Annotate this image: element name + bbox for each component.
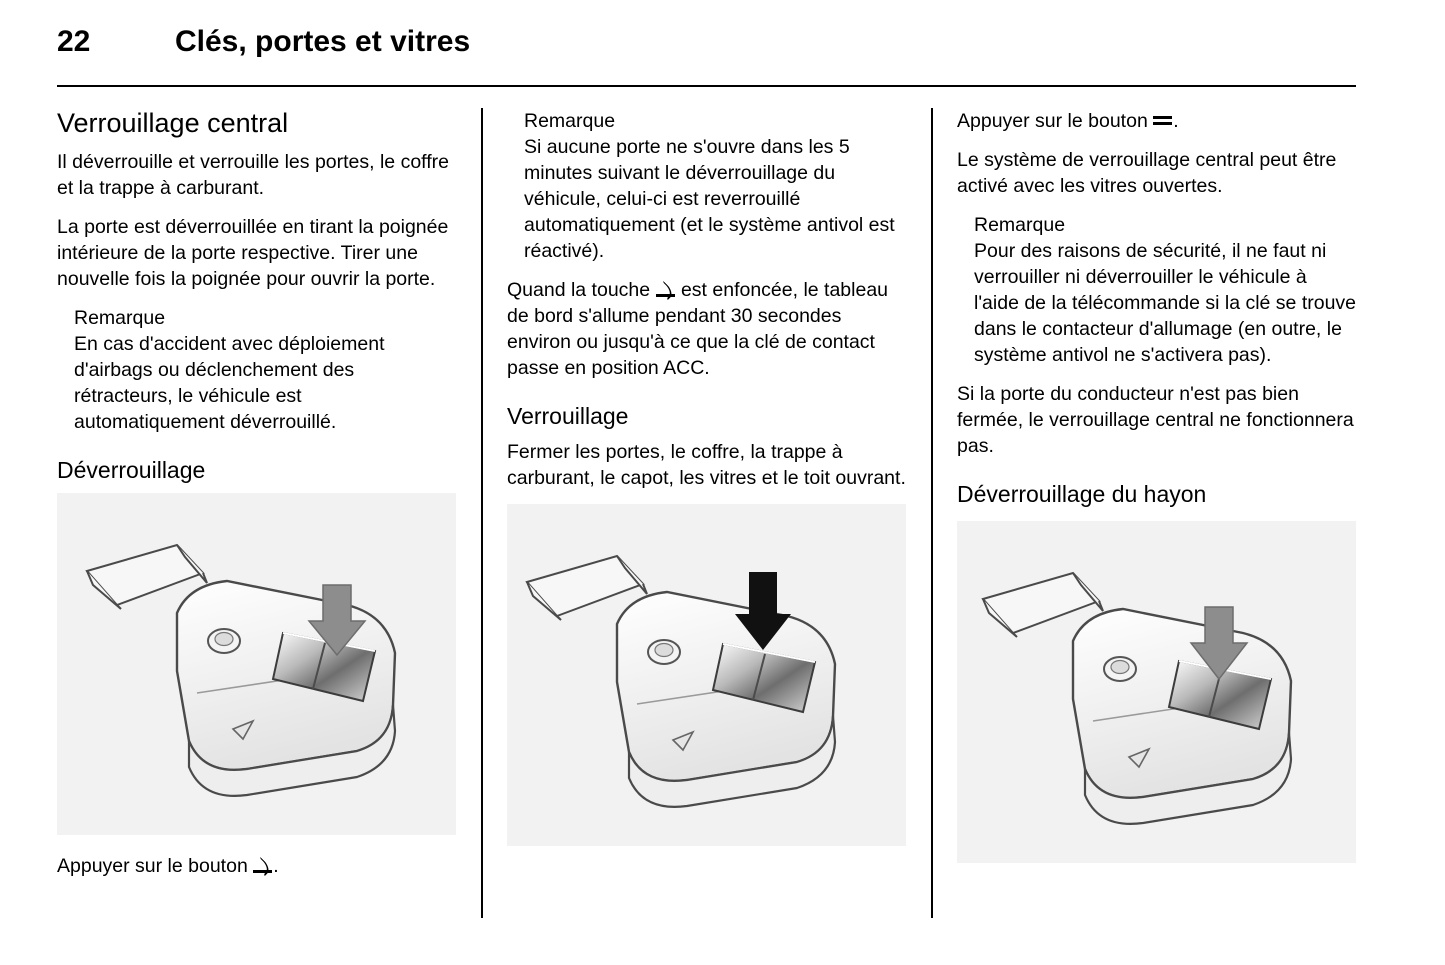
right-paragraph-3: Si la porte du conducteur n'est pas bien fermée, le verrouillage central ne fonctionnera pas. bbox=[957, 383, 1354, 457]
column-divider-1 bbox=[456, 108, 507, 918]
middle-paragraph-2: Fermer les portes, le coffre, la trappe à carburant, le capot, les vitres et le toit ouvrant. bbox=[507, 440, 906, 489]
key-fob-unlock-illustration bbox=[57, 493, 456, 835]
chapter-title: Clés, portes et vitres bbox=[175, 25, 471, 58]
middle-note-body: Si aucune porte ne s'ouvre dans les 5 minutes suivant le déverrouillage du véhicule, celui-ci est reverrouillé automatiquement (et le système antivol est réactivé). bbox=[524, 136, 895, 262]
key-fob-tailgate-unlock-illustration bbox=[957, 521, 1356, 863]
left-figure-caption bbox=[57, 853, 456, 879]
subheading-deverrouillage: Déverrouillage bbox=[57, 457, 206, 484]
right-note-body: Pour des raisons de sécurité, il ne faut ni verrouiller ni déverrouiller le véhicule à l'aide de la télécommande si la clé se trouve dans le contacteur d'allumage (en outre, le système antivol ne s'activera pas). bbox=[974, 240, 1357, 366]
middle-note bbox=[507, 108, 906, 264]
left-note-title: Remarque bbox=[74, 307, 166, 330]
right-note bbox=[957, 212, 1356, 368]
right-note-title: Remarque bbox=[974, 214, 1066, 236]
right-column bbox=[957, 108, 1356, 918]
middle-paragraph-1 bbox=[507, 277, 906, 381]
unlock-symbol-icon bbox=[656, 281, 676, 298]
subheading-verrouillage: Verrouillage bbox=[507, 403, 629, 429]
column-divider-2 bbox=[906, 108, 957, 918]
caption-text-prefix: Appuyer sur le bouton bbox=[57, 854, 254, 877]
key-fob-unlock-drawing bbox=[57, 493, 456, 835]
left-paragraph-2: La porte est déverrouillée en tirant la poignée intérieure de la porte respective. Tirer une nouvelle fois la poignée pour ouvrir la porte. bbox=[57, 216, 449, 291]
page-number: 22 bbox=[57, 25, 91, 58]
right-paragraph-1-before: Appuyer sur le bouton bbox=[957, 110, 1154, 132]
key-fob-lock-drawing bbox=[507, 504, 906, 846]
key-fob-tailgate-drawing bbox=[957, 521, 1356, 863]
middle-note-title: Remarque bbox=[524, 110, 616, 132]
middle-column bbox=[507, 108, 906, 918]
unlock-symbol-icon bbox=[253, 857, 273, 874]
key-fob-lock-illustration bbox=[507, 504, 906, 846]
left-note bbox=[57, 305, 456, 435]
left-note-body: En cas d'accident avec déploiement d'airbags ou déclenchement des rétracteurs, le véhicule est automatiquement déverrouillé. bbox=[74, 333, 385, 434]
section-heading-verrouillage-central: Verrouillage central bbox=[57, 108, 289, 138]
left-paragraph-1: Il déverrouille et verrouille les portes, le coffre et la trappe à carburant. bbox=[57, 151, 449, 200]
page-columns bbox=[57, 108, 1356, 918]
middle-paragraph-1-after: est enfoncée, le tableau de bord s'allume pendant 30 secondes environ ou jusqu'à ce que la clé de contact passe en position ACC. bbox=[507, 279, 889, 379]
right-paragraph-2: Le système de verrouillage central peut être activé avec les vitres ouvertes. bbox=[957, 149, 1337, 197]
right-paragraph-1 bbox=[957, 108, 1356, 134]
left-column bbox=[57, 108, 456, 918]
page-header bbox=[57, 25, 1356, 87]
subheading-deverrouillage-hayon: Déverrouillage du hayon bbox=[957, 481, 1207, 507]
middle-paragraph-1-before: Quand la touche bbox=[507, 279, 656, 301]
right-paragraph-1-after: . bbox=[1173, 110, 1179, 132]
lock-symbol-icon bbox=[1153, 112, 1173, 129]
caption-text-suffix: . bbox=[273, 854, 279, 877]
